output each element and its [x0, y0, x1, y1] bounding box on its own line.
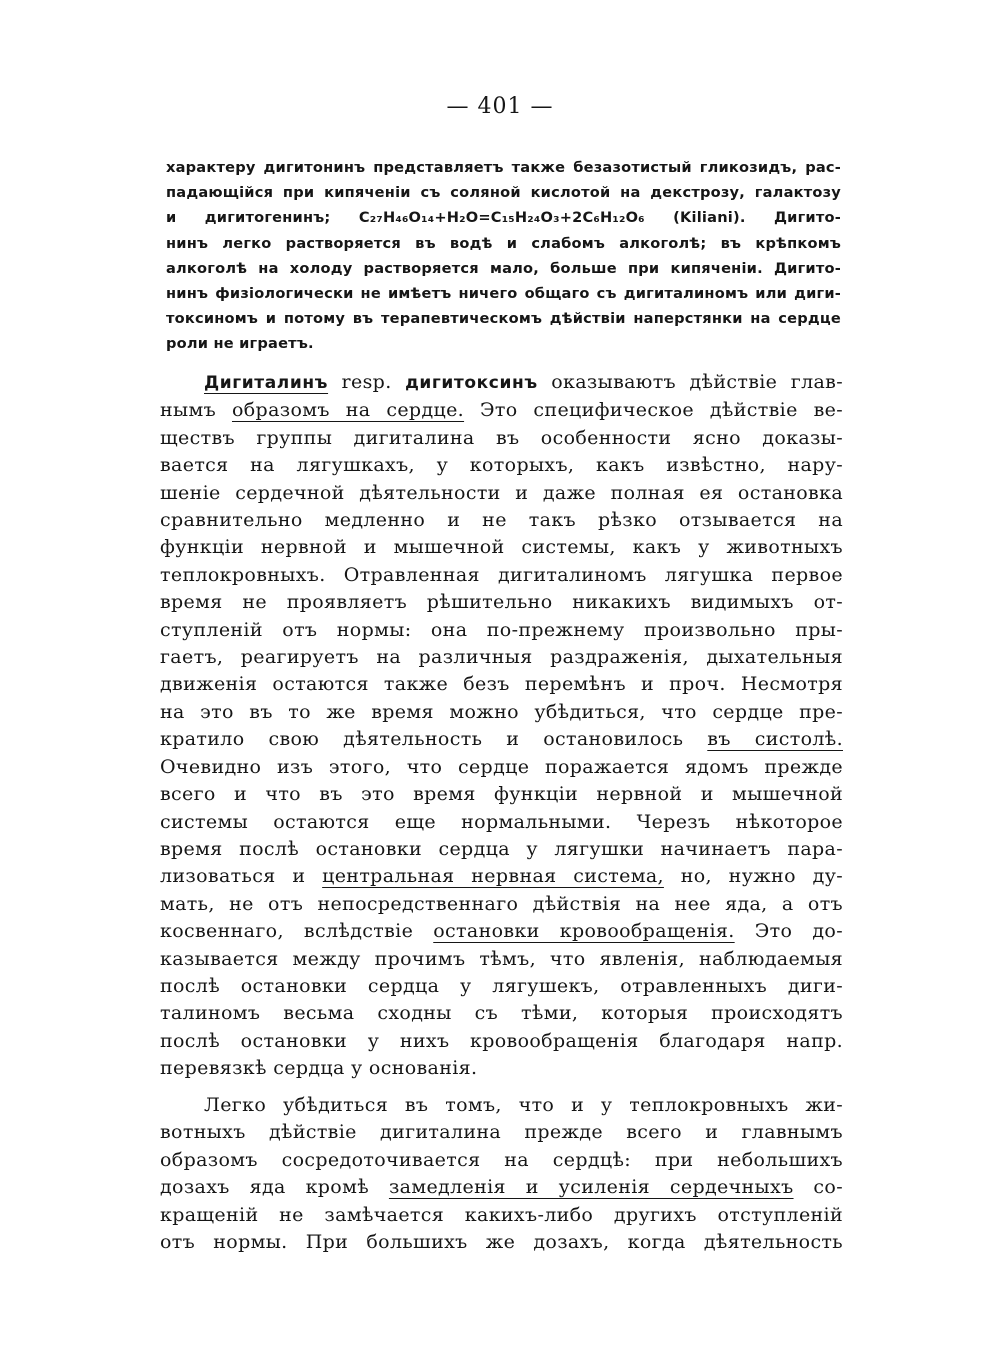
- text-line: вается на лягушкахъ, у которыхъ, какъ извѣстно, нару-: [160, 454, 843, 477]
- small-print-paragraph: [166, 155, 841, 357]
- text-line: системы остаются еще нормальными. Черезъ нѣкоторое: [160, 810, 843, 833]
- text-line: талиномъ весьма сходны съ тѣми, которыя происходятъ: [160, 1002, 843, 1025]
- text-line: нинъ легко растворяется въ водѣ и слабомъ алкоголѣ; въ крѣпкомъ: [166, 234, 841, 252]
- text-line: мать, не отъ непосредственнаго дѣйствія на нее яда, а отъ: [160, 892, 843, 915]
- underlined-phrase: образомъ на сердце.: [231, 399, 465, 422]
- text-line: послѣ остановки у нихъ кровообращенія благодаря напр.: [160, 1029, 843, 1052]
- text-line: казывается между прочимъ тѣмъ, что явленія, наблюдаемыя: [160, 947, 843, 970]
- text-line: гаетъ, реагируетъ на различныя раздраженія, дыхательныя: [160, 646, 843, 669]
- text-line: вотныхъ дѣйствіе дигиталина прежде всего и главнымъ: [160, 1121, 843, 1144]
- text-line: движенія остаются также безъ перемѣнъ и проч. Несмотря: [160, 673, 843, 696]
- text-line: характеру дигитонинъ представляетъ также безазотистый гликозидъ, рас-: [166, 159, 841, 176]
- term-digitoxin: дигитоксинъ: [405, 373, 538, 393]
- text-fragment: Это специфическое дѣйствіе ве-: [464, 399, 843, 422]
- text-line: теплокровныхъ. Отравленная дигиталиномъ лягушка первое: [160, 563, 843, 586]
- text-line: [160, 726, 843, 753]
- text-line: роли не играетъ.: [166, 335, 314, 353]
- text-line: функціи нервной и мышечной системы, какъ у животныхъ: [160, 536, 843, 559]
- text-line: всего и что въ это время функціи нервной и мышечной: [160, 783, 843, 806]
- text-line: образомъ сосредоточивается на сердцѣ: при небольшихъ: [160, 1148, 843, 1171]
- text-line: отъ нормы. При большихъ же дозахъ, когда дѣятельность: [160, 1231, 843, 1254]
- text-line: время не проявляетъ рѣшительно никакихъ видимыхъ от-: [160, 591, 843, 614]
- text-fragment: косвеннаго, вслѣдствіе: [160, 920, 434, 943]
- text-line: перевязкѣ сердца у основанія.: [160, 1057, 478, 1080]
- text-line: Легко убѣдиться въ томъ, что и у теплокровныхъ жи-: [204, 1094, 843, 1116]
- text-line: на это въ то же время можно убѣдиться, что сердце пре-: [160, 700, 843, 723]
- text-line: алкоголѣ на холоду растворяется мало, больше при кипяченіи. Дигито-: [166, 259, 841, 277]
- text-line: и дигитогенинъ; C₂₇H₄₆O₁₄+H₂O=C₁₅H₂₄O₃+2C₆H₁₂O₆ (Kiliani). Дигито-: [166, 209, 841, 227]
- text-fragment: нымъ: [160, 399, 232, 422]
- text-line: нинъ физіологически не имѣетъ ничего общаго съ дигиталиномъ или диги-: [166, 285, 841, 303]
- underlined-phrase: замедленія и усиленія сердечныхъ: [388, 1176, 794, 1199]
- text-line: [160, 863, 843, 890]
- text-line: падающійся при кипяченіи съ соляной кислотой на декстрозу, галактозу: [166, 184, 841, 202]
- text-line: ступленій отъ нормы: она по-прежнему произвольно пры-: [160, 618, 843, 641]
- text-line: [160, 918, 843, 945]
- term-digitalin: Дигиталинъ: [204, 373, 329, 393]
- text-fragment: лизоваться и: [160, 865, 323, 888]
- text-line: [160, 397, 843, 424]
- underlined-phrase: въ систолѣ.: [707, 728, 843, 751]
- text-fragment: дозахъ яда кромѣ: [160, 1176, 389, 1199]
- text-fragment: resp.: [328, 371, 406, 393]
- text-line: послѣ остановки сердца у лягушекъ, отравленныхъ диги-: [160, 974, 843, 997]
- text-line: ществъ группы дигиталина въ особенности ясно доказы-: [160, 426, 843, 449]
- text-line: [160, 1174, 843, 1201]
- text-line: Очевидно изъ этого, что сердце поражается ядомъ прежде: [160, 755, 843, 778]
- text-line: шеніе сердечной дѣятельности и даже полная ея остановка: [160, 481, 843, 504]
- text-fragment: со-: [793, 1176, 843, 1199]
- paragraph-digitalin: [160, 369, 843, 1083]
- text-line: сравнительно медленно и не такъ рѣзко отзывается на: [160, 509, 843, 532]
- text-line: [160, 369, 843, 397]
- text-fragment: оказываютъ дѣйствіе глав-: [537, 371, 843, 393]
- text-fragment: но, нужно ду-: [663, 865, 843, 888]
- text-line: токсиномъ и потому въ терапевтическомъ дѣйствіи наперстянки на сердце: [166, 310, 841, 328]
- text-line: время послѣ остановки сердца у лягушки начинаетъ пара-: [160, 837, 843, 860]
- page-number: — 401 —: [446, 94, 554, 119]
- text-fragment: кратило свою дѣятельность и остановилось: [160, 728, 708, 751]
- underlined-phrase: остановки кровообращенія.: [433, 920, 735, 943]
- paragraph-warm-blooded: [160, 1092, 843, 1256]
- text-fragment: Это до-: [734, 920, 843, 943]
- underlined-phrase: центральная нервная система,: [322, 865, 664, 888]
- text-line: кращеній не замѣчается какихъ-либо другихъ отступленій: [160, 1203, 843, 1226]
